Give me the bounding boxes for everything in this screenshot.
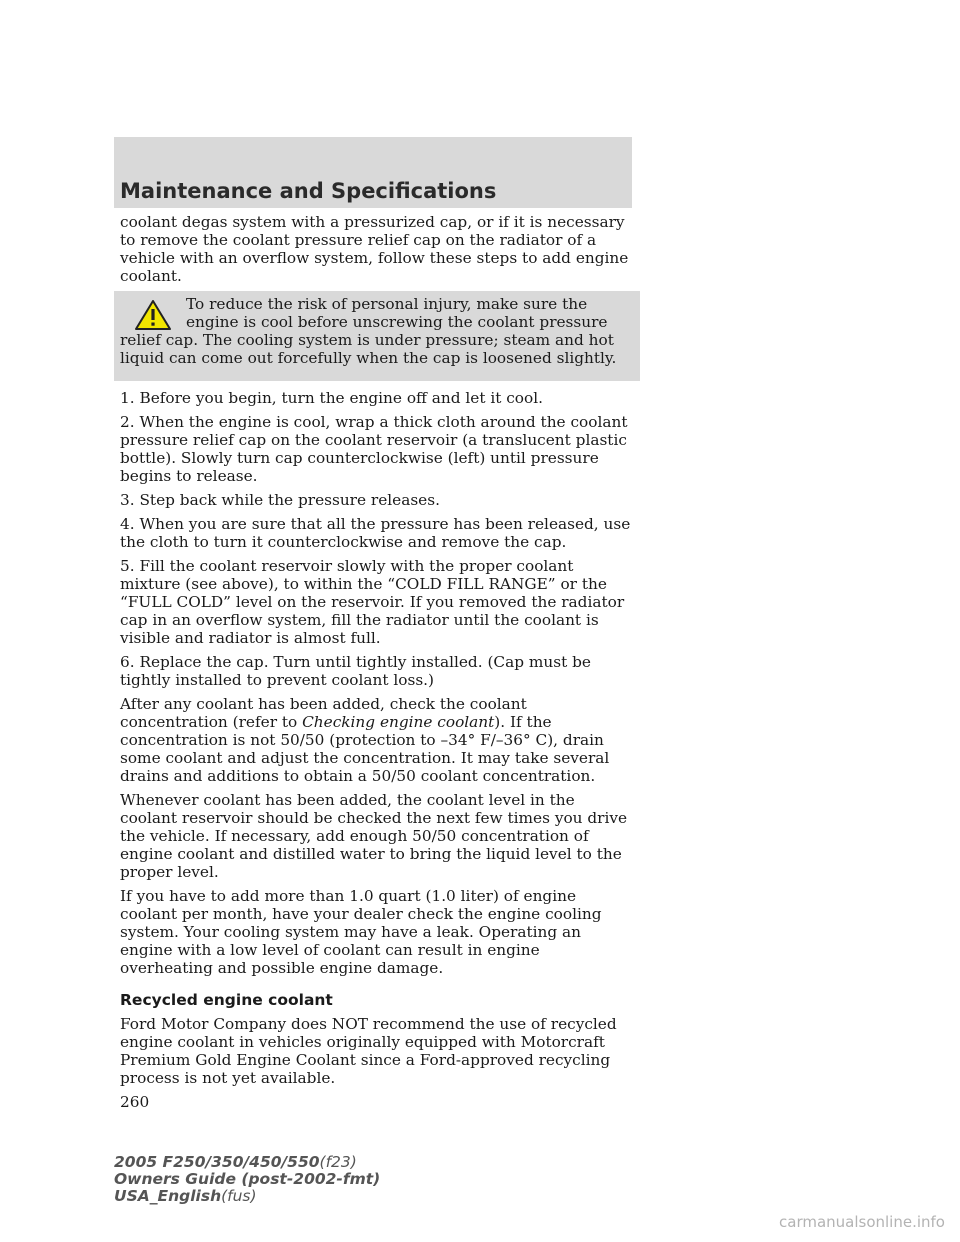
- step-4: 4. When you are sure that all the pressure has been released, use the cloth to turn it counterclockwise and remove the cap.: [120, 515, 631, 551]
- recycled-coolant-heading: Recycled engine coolant: [120, 991, 333, 1009]
- warning-text: To reduce the risk of personal injury, make sure the engine is cool before unscrewing the coolant pressure relief cap. The cooling system is under pressure; steam and hot liquid can come out forcefully when the cap is loosened slightly.: [120, 295, 617, 367]
- footer-model: 2005 F250/350/450/550: [114, 1153, 320, 1171]
- recycled-coolant-paragraph: Ford Motor Company does NOT recommend the use of recycled engine coolant in vehicles originally equipped with Motorcraft Premium Gold Engine Coolant since a Ford-approved recycling process is not yet available.: [120, 1015, 617, 1087]
- reference-checking-engine-coolant: Checking engine coolant: [302, 713, 495, 731]
- footer-line-1: [114, 1154, 380, 1171]
- step-5: 5. Fill the coolant reservoir slowly with the proper coolant mixture (see above), to within the “COLD FILL RANGE” or the “FULL COLD” level on the reservoir. If you removed the radiator cap in an overflow system, fill the radiator until the coolant is visible and radiator is almost full.: [120, 557, 625, 647]
- after-text-start: After any coolant has been added, check the coolant concentration (refer to: [120, 695, 527, 731]
- footer-model-code: (f23): [319, 1153, 357, 1171]
- footer-guide: Owners Guide (post-2002-fmt): [114, 1170, 381, 1188]
- warning-triangle-icon: [134, 299, 172, 331]
- watermark: carmanualsonline.info: [779, 1213, 945, 1231]
- section-title: Maintenance and Specifications: [120, 179, 497, 203]
- section-header: [114, 137, 632, 208]
- coolant-leak-paragraph: If you have to add more than 1.0 quart (1.0 liter) of engine coolant per month, have your dealer check the engine cooling system. Your cooling system may have a leak. Operating an engine with a low level of coolant can result in engine overheating and possible engine damage.: [120, 887, 602, 977]
- footer-language: USA_English: [114, 1187, 222, 1205]
- warning-box: [114, 291, 640, 381]
- step-2: 2. When the engine is cool, wrap a thick cloth around the coolant pressure relief cap on the coolant reservoir (a translucent plastic bottle). Slowly turn cap counterclockwise (left) until pressure begins to release.: [120, 413, 628, 485]
- after-text-end: ). If the concentration is not 50/50 (protection to –34° F/–36° C), drain some coolant and adjust the concentration. It may take several drains and additions to obtain a 50/50 coolant concentration.: [120, 713, 610, 785]
- footer-line-3: [114, 1188, 380, 1205]
- step-6: 6. Replace the cap. Turn until tightly installed. (Cap must be tightly installed to prevent coolant loss.): [120, 653, 591, 689]
- after-paragraph: [120, 695, 634, 785]
- document-footer: [114, 1154, 380, 1205]
- step-3: 3. Step back while the pressure releases.: [120, 491, 440, 509]
- footer-line-2: [114, 1171, 380, 1188]
- footer-language-code: (fus): [221, 1187, 257, 1205]
- coolant-level-paragraph: Whenever coolant has been added, the coolant level in the coolant reservoir should be checked the next few times you drive the vehicle. If necessary, add enough 50/50 concentration of engine coolant and distilled water to bring the liquid level to the proper level.: [120, 791, 628, 881]
- page-number: 260: [120, 1093, 150, 1111]
- page-content: [120, 213, 634, 1117]
- step-1: 1. Before you begin, turn the engine off and let it cool.: [120, 389, 543, 407]
- intro-paragraph: coolant degas system with a pressurized cap, or if it is necessary to remove the coolant pressure relief cap on the radiator of a vehicle with an overflow system, follow these steps to add engine coolant.: [120, 213, 629, 285]
